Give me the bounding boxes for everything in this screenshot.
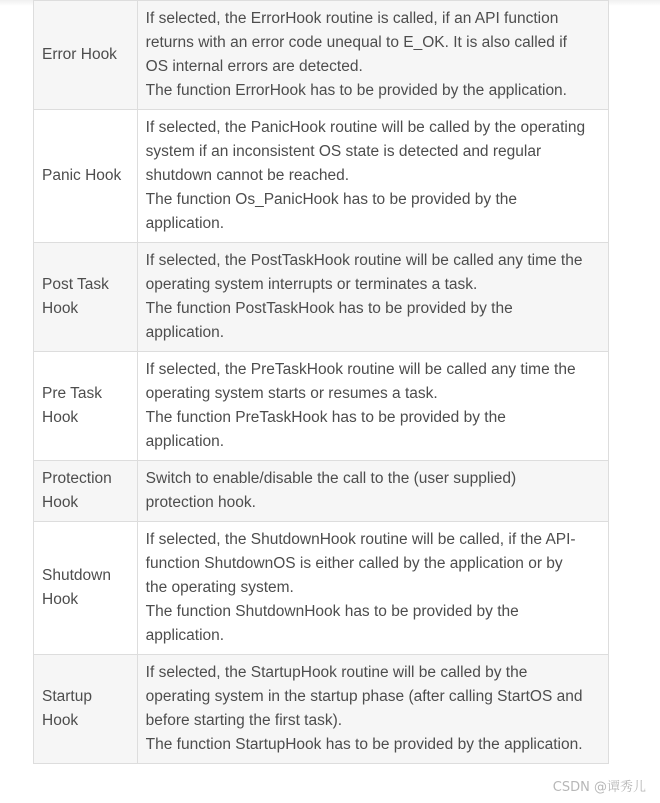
hook-description-line: shutdown cannot be reached. <box>145 167 350 184</box>
table-row <box>34 243 609 352</box>
table-row <box>34 1 609 110</box>
hook-description-line: the operating system. <box>145 579 294 596</box>
table-row <box>34 522 609 655</box>
hook-name-line: Startup <box>42 688 92 705</box>
hook-name-line: Hook <box>42 409 79 426</box>
table-row <box>34 110 609 243</box>
hook-description-cell <box>137 352 608 461</box>
hook-description-line: The function ShutdownHook has to be provided by the <box>145 603 519 620</box>
table-row <box>34 352 609 461</box>
hook-description-line: The function ErrorHook has to be provided by the application. <box>145 82 567 99</box>
hook-description-line: The function PreTaskHook has to be provided by the <box>145 409 506 426</box>
hooks-table <box>33 0 609 764</box>
hook-description-line: application. <box>145 215 225 232</box>
hook-description-line: If selected, the ErrorHook routine is called, if an API function <box>145 10 559 27</box>
hook-description-line: The function PostTaskHook has to be provided by the <box>145 300 513 317</box>
hook-description-line: protection hook. <box>145 494 256 511</box>
hook-name-line: Hook <box>42 712 79 729</box>
hook-description-cell <box>137 461 608 522</box>
hook-description-line: system if an inconsistent OS state is detected and regular <box>145 143 542 160</box>
hook-description-line: If selected, the ShutdownHook routine will be called, if the API- <box>145 531 576 548</box>
hook-description-line: If selected, the StartupHook routine will be called by the <box>145 664 528 681</box>
hook-description-cell <box>137 110 608 243</box>
hook-name-line: Error Hook <box>42 46 117 63</box>
hook-description-line: OS internal errors are detected. <box>145 58 363 75</box>
hook-description-cell <box>137 1 608 110</box>
hook-description-line: If selected, the PanicHook routine will be called by the operating <box>145 119 586 136</box>
hook-name-cell <box>34 110 138 243</box>
hook-name-cell <box>34 461 138 522</box>
hook-description-line: If selected, the PreTaskHook routine will be called any time the <box>145 361 576 378</box>
table-row <box>34 461 609 522</box>
hook-name-cell <box>34 655 138 764</box>
hook-name-line: Shutdown <box>42 567 111 584</box>
hook-description-line: operating system starts or resumes a task. <box>145 385 438 402</box>
hook-description-line: The function StartupHook has to be provided by the application. <box>145 736 583 753</box>
hook-name-line: Pre Task <box>42 385 103 402</box>
hook-description-line: The function Os_PanicHook has to be provided by the <box>145 191 518 208</box>
hook-description-cell <box>137 655 608 764</box>
hook-description-line: operating system interrupts or terminates a task. <box>145 276 478 293</box>
hook-name-cell <box>34 522 138 655</box>
hook-name-cell <box>34 243 138 352</box>
hook-name-line: Protection <box>42 470 112 487</box>
hook-description-line: application. <box>145 324 225 341</box>
hook-name-line: Panic Hook <box>42 167 122 184</box>
hook-description-line: If selected, the PostTaskHook routine will be called any time the <box>145 252 583 269</box>
hook-description-line: returns with an error code unequal to E_OK. It is also called if <box>145 34 567 51</box>
hook-name-line: Hook <box>42 300 79 317</box>
table-row <box>34 655 609 764</box>
hook-name-cell <box>34 1 138 110</box>
hook-description-cell <box>137 522 608 655</box>
hook-description-line: Switch to enable/disable the call to the (user supplied) <box>145 470 517 487</box>
hook-description-line: operating system in the startup phase (after calling StartOS and <box>145 688 583 705</box>
csdn-watermark: CSDN @谭秀儿 <box>552 780 646 795</box>
hook-name-line: Hook <box>42 591 79 608</box>
hook-description-line: function ShutdownOS is either called by the application or by <box>145 555 563 572</box>
hook-description-cell <box>137 243 608 352</box>
hook-name-line: Post Task <box>42 276 109 293</box>
hook-description-line: application. <box>145 627 225 644</box>
hook-description-line: before starting the first task). <box>145 712 343 729</box>
hook-description-line: application. <box>145 433 225 450</box>
hook-name-line: Hook <box>42 494 79 511</box>
hook-name-cell <box>34 352 138 461</box>
